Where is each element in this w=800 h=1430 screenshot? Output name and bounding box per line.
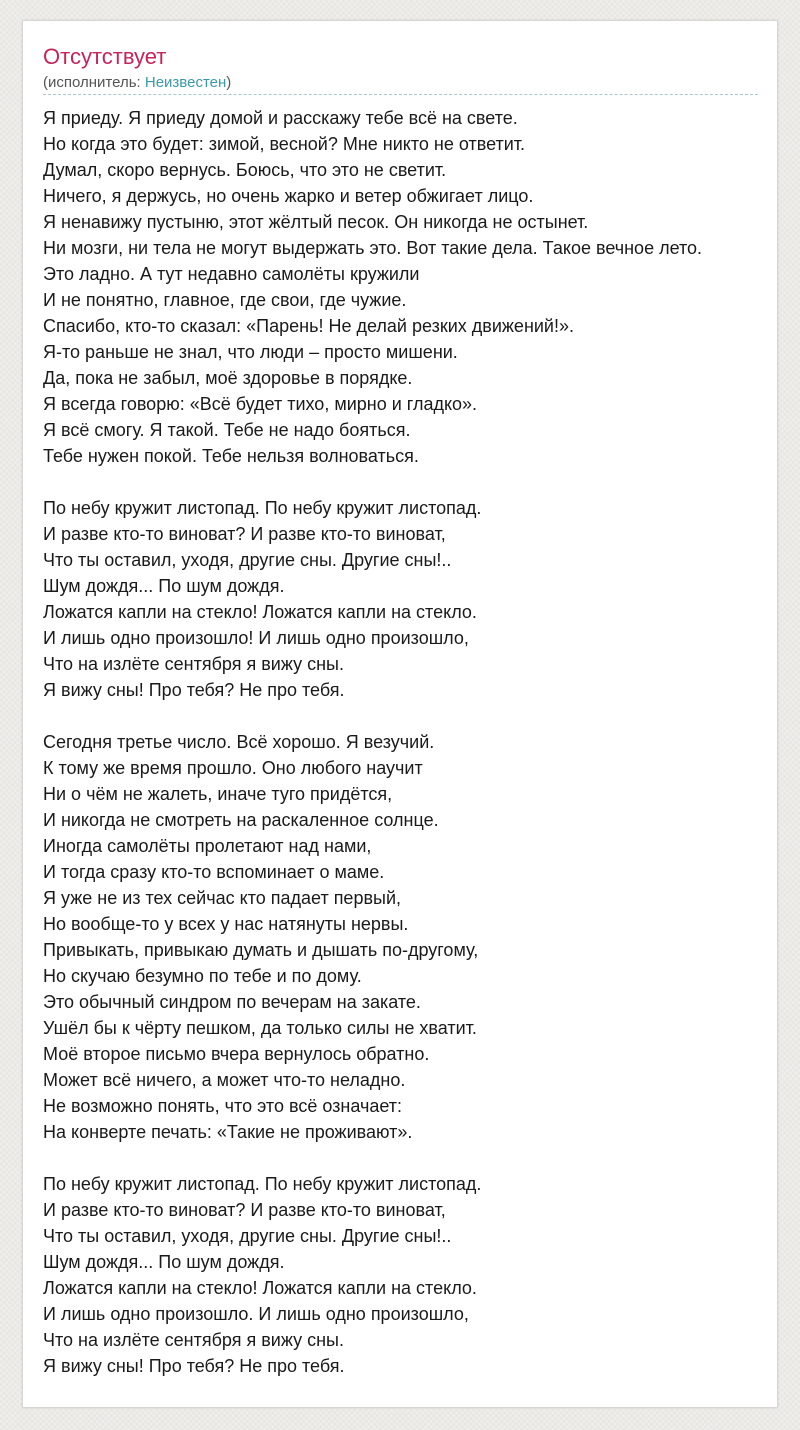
song-title: Отсутствует <box>43 44 167 69</box>
lyric-line: Что ты оставил, уходя, другие сны. Другие сны!.. <box>43 550 452 570</box>
artist-suffix: ) <box>226 74 232 91</box>
artist-line <box>43 74 758 95</box>
artist-prefix: (исполнитель: <box>43 74 145 91</box>
lyric-line: Я всё смогу. Я такой. Тебе не надо бояться. <box>43 420 411 440</box>
lyric-line: Я вижу сны! Про тебя? Не про тебя. <box>43 680 345 700</box>
lyric-line: Я ненавижу пустыню, этот жёлтый песок. Он никогда не остынет. <box>43 212 589 232</box>
lyric-line: Спасибо, кто-то сказал: «Парень! Не делай резких движений!». <box>43 316 574 336</box>
lyric-line: Может всё ничего, а может что-то неладно. <box>43 1070 406 1090</box>
lyric-line: И никогда не смотреть на раскаленное солнце. <box>43 810 439 830</box>
lyric-line: Тебе нужен покой. Тебе нельзя волноваться. <box>43 446 419 466</box>
lyric-line: Иногда самолёты пролетают над нами, <box>43 836 372 856</box>
lyric-line: И лишь одно произошло! И лишь одно произошло, <box>43 628 469 648</box>
stanza-chorus-2 <box>43 1171 800 1379</box>
lyric-line: И разве кто-то виноват? И разве кто-то виноват, <box>43 524 446 544</box>
lyric-line: Ничего, я держусь, но очень жарко и ветер обжигает лицо. <box>43 186 534 206</box>
stanza-verse-2 <box>43 729 800 1145</box>
lyric-line: Да, пока не забыл, моё здоровье в порядке. <box>43 368 413 388</box>
stanza-verse-1 <box>43 105 800 469</box>
lyric-line: Я-то раньше не знал, что люди – просто мишени. <box>43 342 458 362</box>
lyric-line: Но когда это будет: зимой, весной? Мне никто не ответит. <box>43 134 526 154</box>
stanza-chorus-1 <box>43 495 800 703</box>
lyric-line: На конверте печать: «Такие не проживают». <box>43 1122 413 1142</box>
lyric-line: Шум дождя... По шум дождя. <box>43 1252 285 1272</box>
lyric-line: Я вижу сны! Про тебя? Не про тебя. <box>43 1356 345 1376</box>
lyric-line: И лишь одно произошло. И лишь одно произошло, <box>43 1304 469 1324</box>
lyric-line: Думал, скоро вернусь. Боюсь, что это не светит. <box>43 160 447 180</box>
lyric-line: Я уже не из тех сейчас кто падает первый, <box>43 888 402 908</box>
lyric-line: И не понятно, главное, где свои, где чужие. <box>43 290 407 310</box>
lyric-line: Моё второе письмо вчера вернулось обратно. <box>43 1044 430 1064</box>
lyric-line: Ушёл бы к чёрту пешком, да только силы не хватит. <box>43 1018 477 1038</box>
lyric-line: И тогда сразу кто-то вспоминает о маме. <box>43 862 385 882</box>
lyric-line: Это ладно. А тут недавно самолёты кружили <box>43 264 420 284</box>
lyric-line: Это обычный синдром по вечерам на закате. <box>43 992 421 1012</box>
lyric-line: Что ты оставил, уходя, другие сны. Другие сны!.. <box>43 1226 452 1246</box>
lyric-line: И разве кто-то виноват? И разве кто-то виноват, <box>43 1200 446 1220</box>
lyrics-card <box>22 20 778 1408</box>
lyric-line: Ложатся капли на стекло! Ложатся капли на стекло. <box>43 602 477 622</box>
lyric-line: Привыкать, привыкаю думать и дышать по-другому, <box>43 940 479 960</box>
lyric-line: Ни мозги, ни тела не могут выдержать это. Вот такие дела. Такое вечное лето. <box>43 238 703 258</box>
lyric-line: Но вообще-то у всех у нас натянуты нервы. <box>43 914 409 934</box>
lyric-line: Не возможно понять, что это всё означает: <box>43 1096 402 1116</box>
artist-link[interactable]: Неизвестен <box>144 74 227 91</box>
lyric-line: Шум дождя... По шум дождя. <box>43 576 285 596</box>
lyric-line: Ни о чём не жалеть, иначе туго придётся, <box>43 784 393 804</box>
lyric-line: По небу кружит листопад. По небу кружит листопад. <box>43 498 482 518</box>
lyric-line: По небу кружит листопад. По небу кружит листопад. <box>43 1174 482 1194</box>
lyric-line: Ложатся капли на стекло! Ложатся капли на стекло. <box>43 1278 477 1298</box>
lyric-line: К тому же время прошло. Оно любого научит <box>43 758 423 778</box>
lyric-line: Что на излёте сентября я вижу сны. <box>43 1330 344 1350</box>
lyrics-text <box>43 105 800 1405</box>
lyric-line: Сегодня третье число. Всё хорошо. Я везучий. <box>43 732 435 752</box>
lyric-line: Но скучаю безумно по тебе и по дому. <box>43 966 362 986</box>
lyric-line: Что на излёте сентября я вижу сны. <box>43 654 344 674</box>
lyric-line: Я всегда говорю: «Всё будет тихо, мирно и гладко». <box>43 394 478 414</box>
lyric-line: Я приеду. Я приеду домой и расскажу тебе всё на свете. <box>43 108 518 128</box>
